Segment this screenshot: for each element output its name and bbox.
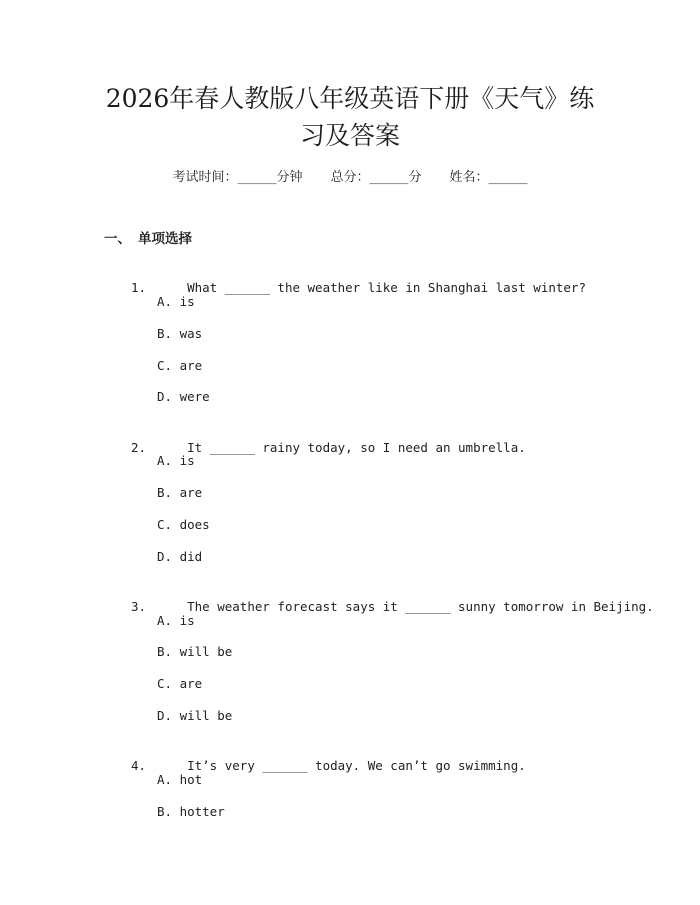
question-2 (131, 421, 526, 475)
section-heading (104, 229, 192, 249)
question-2-option-b: B. are (157, 485, 203, 500)
question-4-option-a: A. hot (157, 772, 203, 787)
section-title: 单项选择 (138, 231, 192, 247)
question-text: What ______ the weather like in Shanghai last winter? (187, 280, 586, 295)
question-2-option-a: A. is (157, 453, 195, 468)
question-text: It ______ rainy today, so I need an umbrella. (187, 440, 526, 455)
question-1-option-a: A. is (157, 294, 195, 309)
question-1-option-b: B. was (157, 326, 203, 341)
question-3-option-a: A. is (157, 613, 195, 628)
question-number: 1. (131, 280, 147, 295)
question-3 (131, 580, 654, 634)
total-score-field: 总分：______分 (330, 170, 422, 185)
question-4-option-b: B. hotter (157, 804, 225, 819)
exam-meta (0, 168, 700, 188)
question-3-option-c: C. are (157, 676, 203, 691)
question-1-option-c: C. are (157, 358, 203, 373)
question-3-option-d: D. will be (157, 708, 233, 723)
question-number: 2. (131, 440, 147, 455)
document-title-line-1: 2026年春人教版八年级英语下册《天气》练 (105, 84, 595, 113)
question-3-option-b: B. will be (157, 644, 233, 659)
question-2-option-d: D. did (157, 549, 203, 564)
question-1-option-d: D. were (157, 389, 210, 404)
question-2-option-c: C. does (157, 517, 210, 532)
question-text: It’s very ______ today. We can’t go swimming. (187, 758, 526, 773)
exam-time-field: 考试时间：______分钟 (172, 170, 303, 185)
question-number: 3. (131, 599, 147, 614)
student-name-field: 姓名：______ (449, 170, 528, 185)
section-number: 一、 (104, 231, 131, 247)
document-title-line-2: 习及答案 (299, 121, 400, 150)
question-4 (131, 739, 526, 793)
question-1 (131, 261, 586, 315)
question-number: 4. (131, 758, 147, 773)
question-text: The weather forecast says it ______ sunny tomorrow in Beijing. (187, 599, 654, 614)
